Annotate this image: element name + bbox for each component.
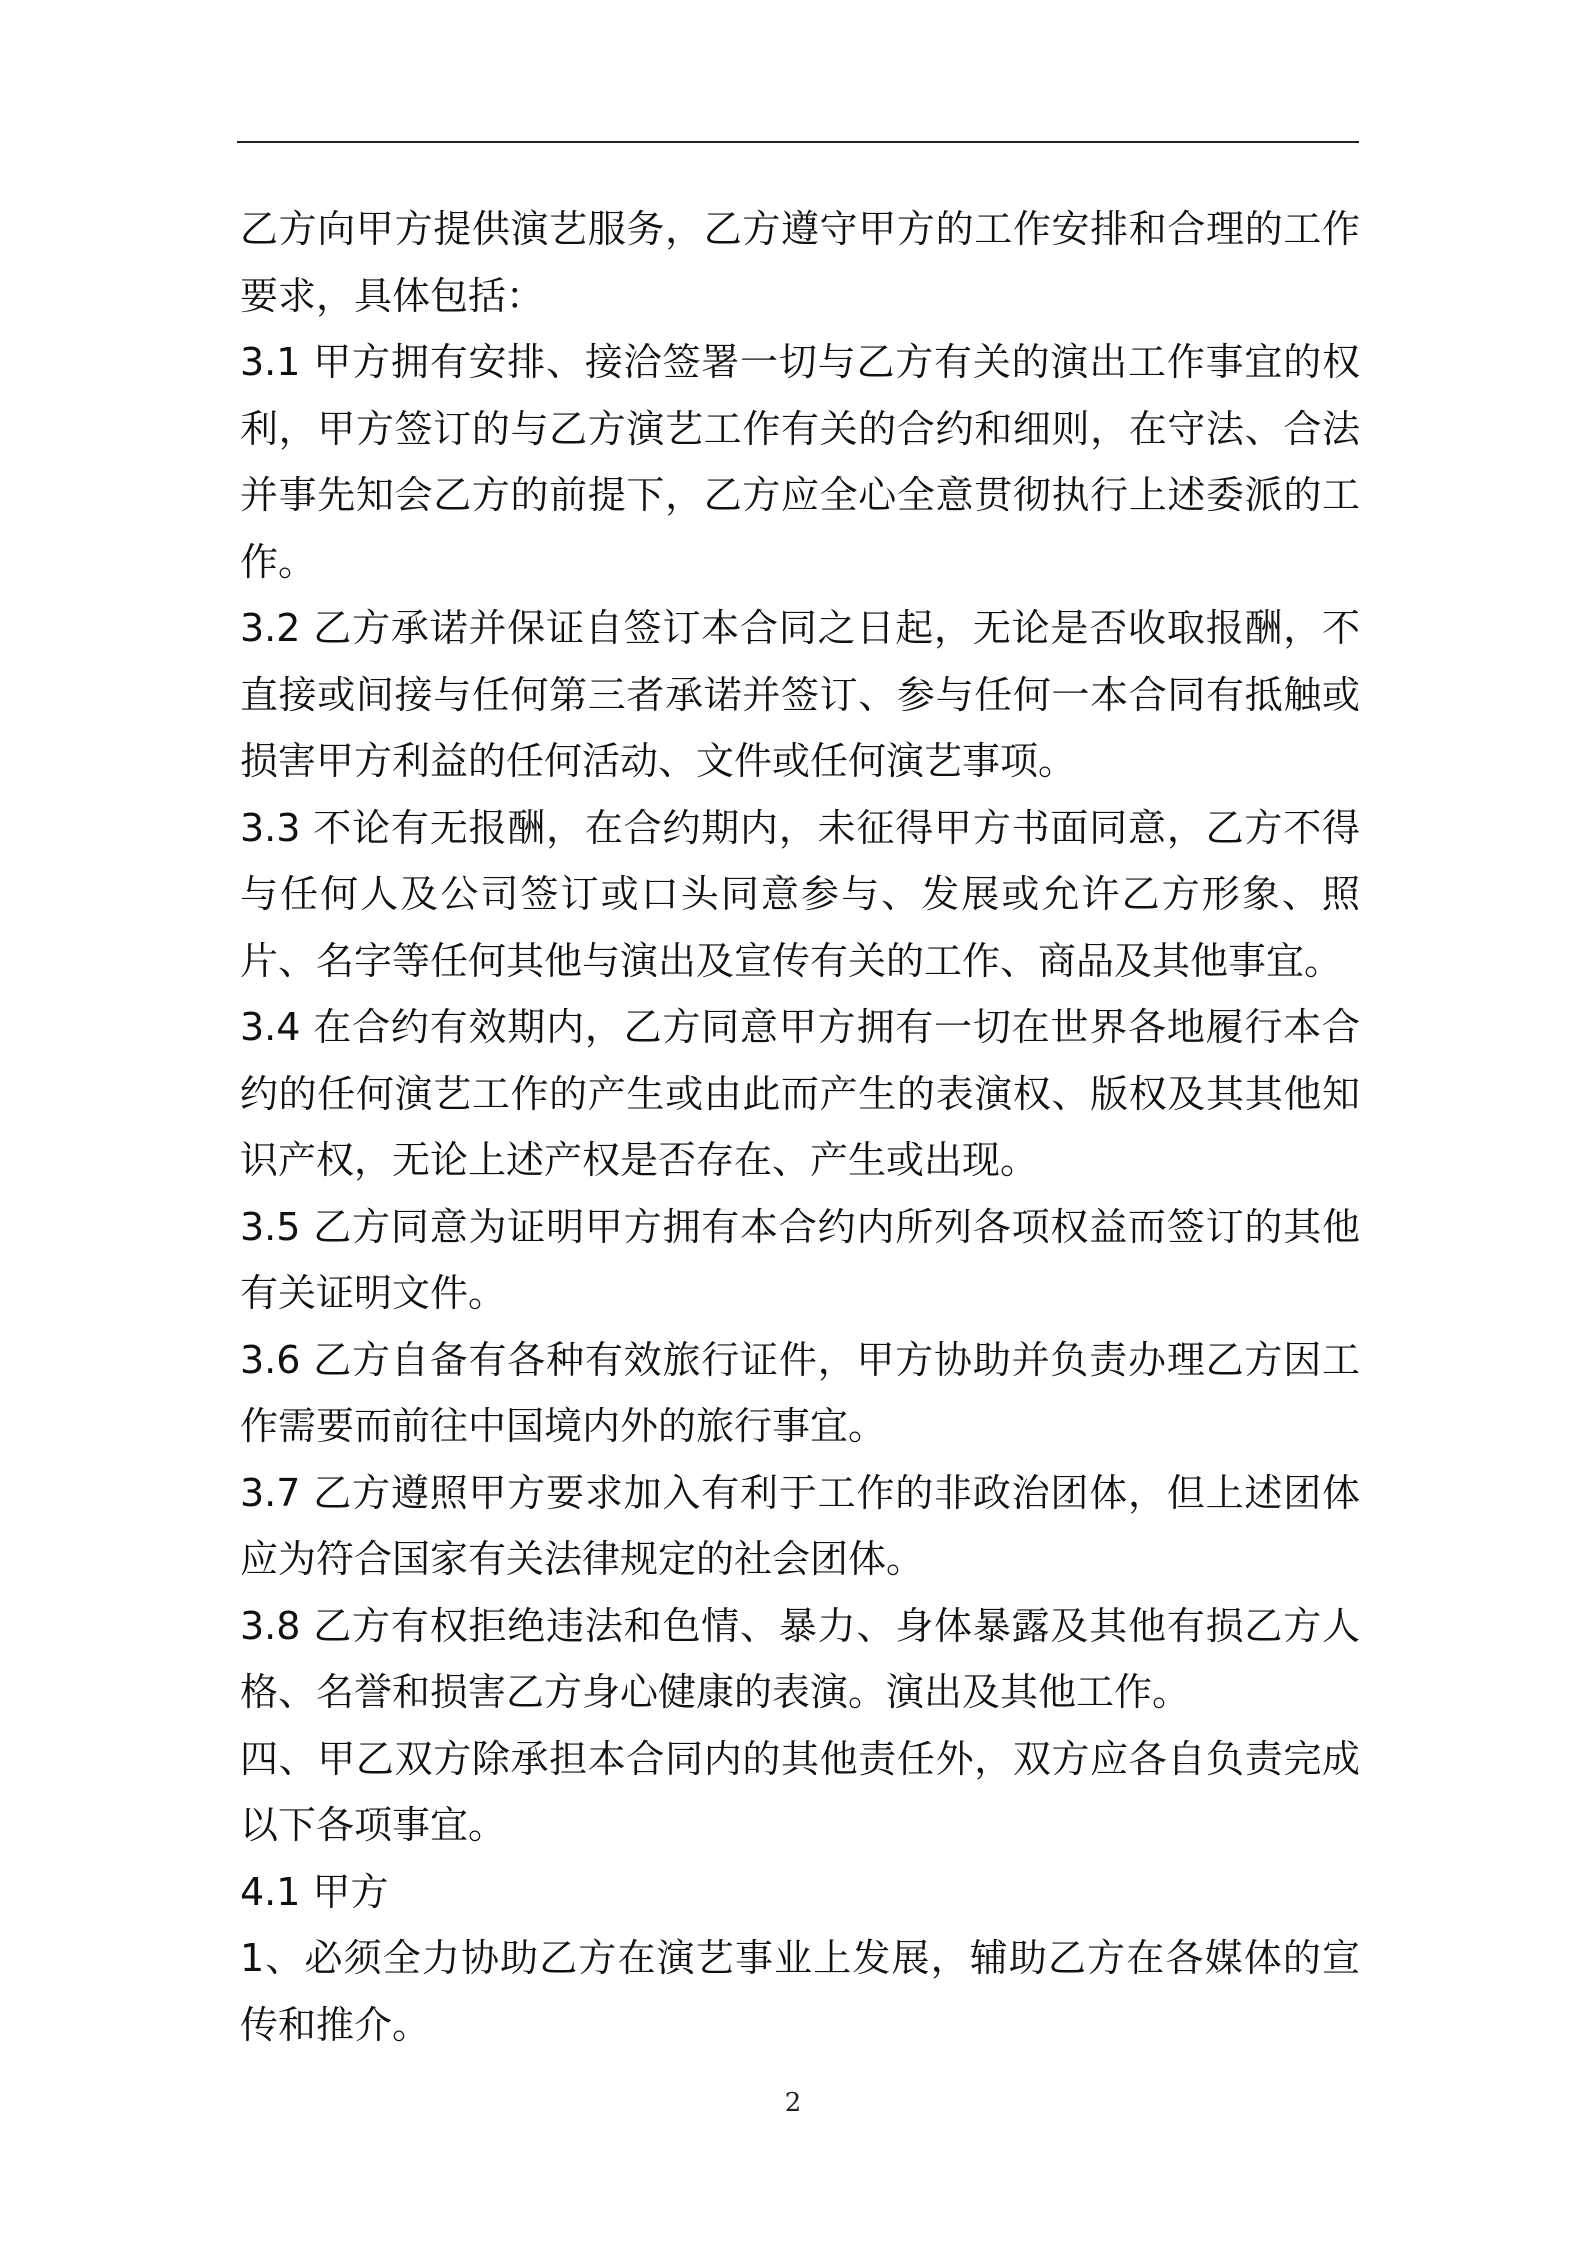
page-number: 2	[784, 2088, 802, 2118]
paragraph-4-1-item-1: 1、必须全力协助乙方在演艺事业上发展，辅助乙方在各媒体的宣传和推介。	[240, 1936, 1360, 2047]
paragraph-section-4: 四、甲乙双方除承担本合同内的其他责任外，双方应各自负责完成以下各项事宜。	[240, 1736, 1360, 1847]
paragraph-3-5: 3.5 乙方同意为证明甲方拥有本合约内所列各项权益而签订的其他有关证明文件。	[240, 1204, 1360, 1315]
paragraph-3-4: 3.4 在合约有效期内，乙方同意甲方拥有一切在世界各地履行本合约的任何演艺工作的产生或由此而产生的表演权、版权及其其他知识产权，无论上述产权是否存在、产生或出现。	[240, 1005, 1360, 1182]
paragraph-3-7: 3.7 乙方遵照甲方要求加入有利于工作的非政治团体，但上述团体应为符合国家有关法律规定的社会团体。	[240, 1470, 1360, 1581]
document-body	[240, 196, 1360, 2058]
header-rule	[237, 141, 1359, 143]
paragraph-3-8: 3.8 乙方有权拒绝违法和色情、暴力、身体暴露及其他有损乙方人格、名誉和损害乙方身心健康的表演。演出及其他工作。	[240, 1603, 1360, 1714]
paragraph-3-6: 3.6 乙方自备有各种有效旅行证件，甲方协助并负责办理乙方因工作需要而前往中国境内外的旅行事宜。	[240, 1337, 1360, 1448]
paragraph-3-2: 3.2 乙方承诺并保证自签订本合同之日起，无论是否收取报酬，不直接或间接与任何第三者承诺并签订、参与任何一本合同有抵触或损害甲方利益的任何活动、文件或任何演艺事项。	[240, 606, 1360, 783]
paragraph-intro: 乙方向甲方提供演艺服务，乙方遵守甲方的工作安排和合理的工作要求，具体包括：	[240, 207, 1360, 318]
paragraph-3-1: 3.1 甲方拥有安排、接洽签署一切与乙方有关的演出工作事宜的权利，甲方签订的与乙方演艺工作有关的合约和细则，在守法、合法并事先知会乙方的前提下，乙方应全心全意贯彻执行上述委派的工作。	[240, 340, 1360, 584]
paragraph-4-1-heading: 4.1 甲方	[240, 1869, 389, 1914]
paragraph-3-3: 3.3 不论有无报酬，在合约期内，未征得甲方书面同意，乙方不得与任何人及公司签订或口头同意参与、发展或允许乙方形象、照片、名字等任何其他与演出及宣传有关的工作、商品及其他事宜。	[240, 805, 1360, 983]
